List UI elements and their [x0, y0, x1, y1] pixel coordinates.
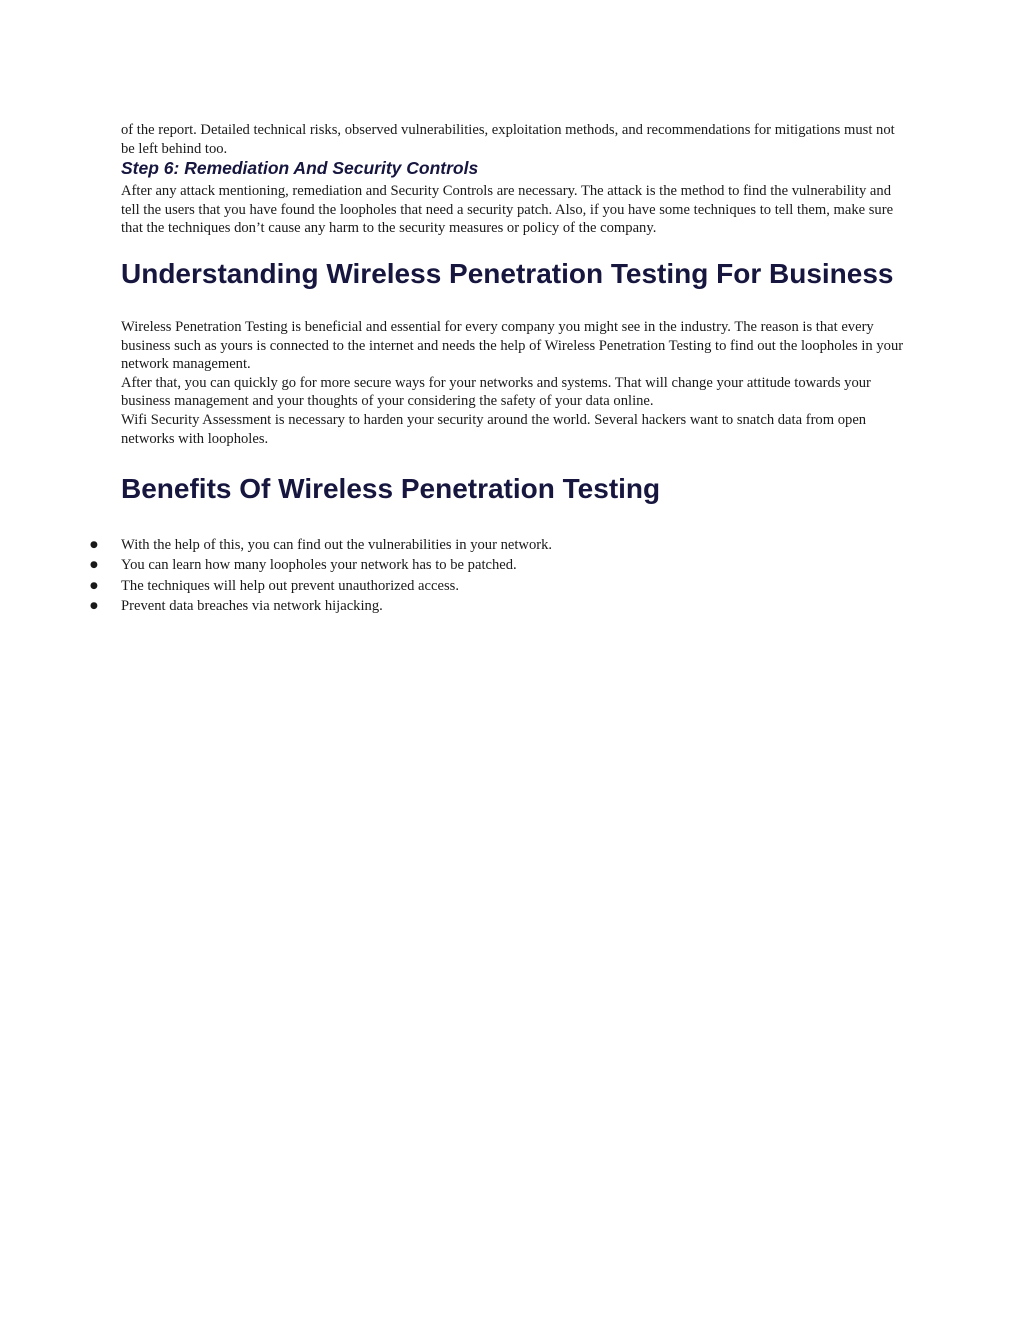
bullet-icon: ●	[90, 560, 98, 571]
list-item	[90, 596, 876, 616]
list-item-text: You can learn how many loopholes your network has to be patched.	[121, 557, 517, 574]
benefits-list	[90, 535, 876, 616]
list-item	[90, 535, 876, 555]
list-item	[90, 555, 876, 575]
understanding-heading: Understanding Wireless Penetration Testing For Business	[121, 257, 894, 289]
understanding-paragraph-1: Wireless Penetration Testing is beneficial and essential for every company you might see in the industry. The reason is that every business such as yours is connected to the internet and needs the help of Wireless Penetration Testing to find out the loopholes in your network management.	[121, 318, 904, 373]
list-item	[90, 576, 876, 596]
understanding-paragraph-2: After that, you can quickly go for more secure ways for your networks and systems. That will change your attitude towards your business management and your thoughts of your considering the safety of your data online.	[121, 374, 871, 410]
document-page	[90, 121, 907, 616]
step-6-paragraph: After any attack mentioning, remediation and Security Controls are necessary. The attack is the method to find the vulnerability and tell the users that you have found the loopholes that need a security patch. Also, if you have some techniques to tell them, make sure that the techniques don’t cause any harm to the security measures or policy of the company.	[121, 183, 894, 237]
bullet-icon: ●	[90, 601, 98, 612]
bullet-icon: ●	[90, 580, 98, 591]
intro-paragraph: of the report. Detailed technical risks, observed vulnerabilities, exploitation methods, and recommendations for mitigations must not be left behind too.	[121, 122, 895, 157]
step-6-heading: Step 6: Remediation And Security Controls	[121, 158, 479, 179]
list-item-text: With the help of this, you can find out the vulnerabilities in your network.	[121, 537, 553, 554]
list-item-text: Prevent data breaches via network hijacking.	[121, 598, 383, 615]
list-item-text: The techniques will help out prevent unauthorized access.	[121, 577, 459, 594]
understanding-paragraph-3: Wifi Security Assessment is necessary to harden your security around the world. Several hackers want to snatch data from open networks with loopholes.	[121, 411, 867, 447]
benefits-heading: Benefits Of Wireless Penetration Testing	[121, 473, 661, 505]
bullet-icon: ●	[90, 540, 98, 551]
